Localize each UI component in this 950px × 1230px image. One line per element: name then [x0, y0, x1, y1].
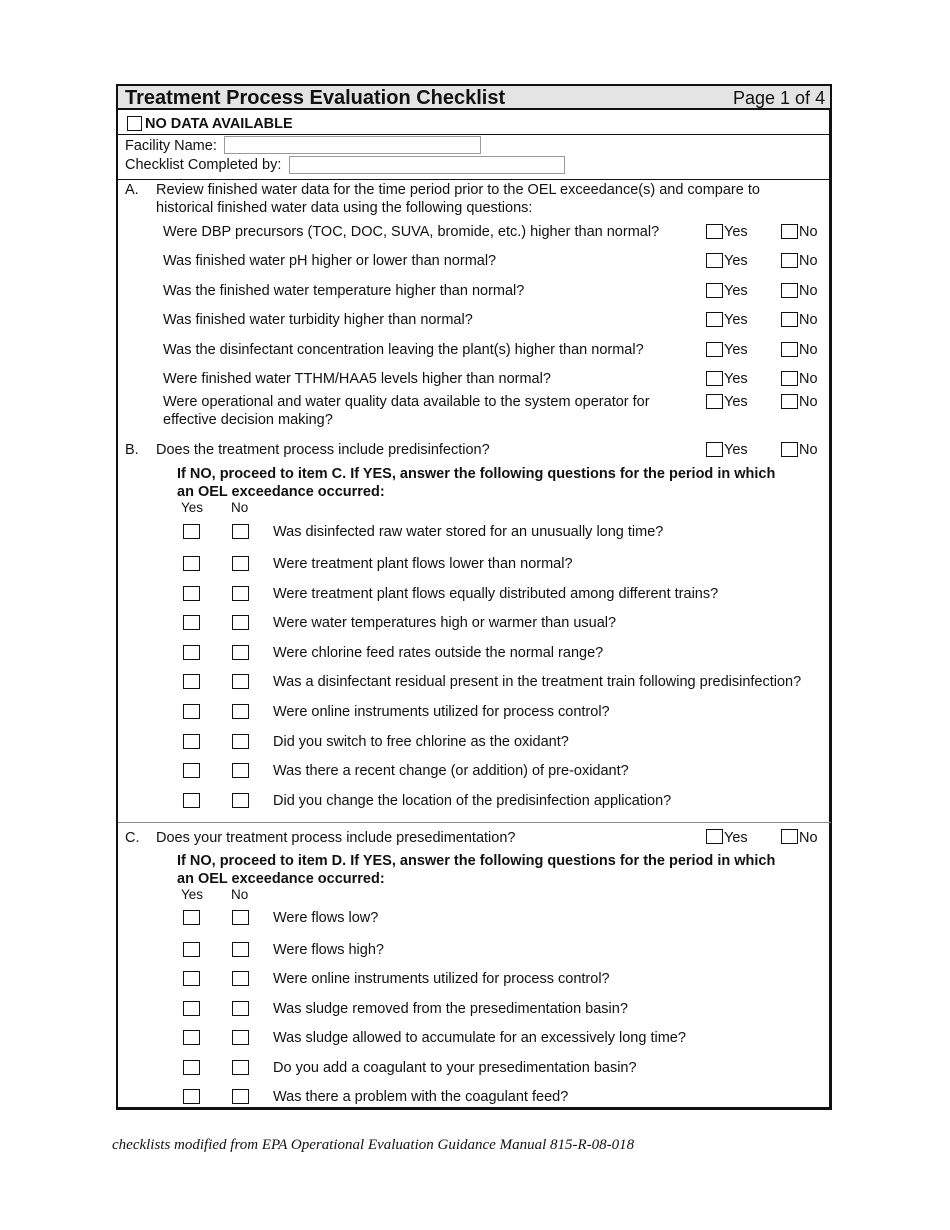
yes-checkbox[interactable]	[183, 704, 200, 719]
yes-checkbox[interactable]	[706, 342, 723, 357]
no-checkbox[interactable]	[232, 1030, 249, 1045]
yes-checkbox[interactable]	[706, 394, 723, 409]
completed-by-label: Checklist Completed by:	[125, 157, 282, 173]
divider	[118, 179, 831, 180]
section-c-letter: C.	[125, 830, 140, 846]
no-checkbox[interactable]	[232, 942, 249, 957]
question-text: Was the disinfectant concentration leaving the plant(s) higher than normal?	[163, 342, 644, 358]
no-checkbox[interactable]	[232, 793, 249, 808]
item-text: Did you change the location of the predisinfection application?	[273, 793, 672, 809]
no-checkbox[interactable]	[232, 1089, 249, 1104]
item-text: Were water temperatures high or warmer than usual?	[273, 615, 617, 631]
col-yes-header: Yes	[181, 500, 204, 515]
no-checkbox[interactable]	[781, 394, 798, 409]
no-checkbox[interactable]	[781, 283, 798, 298]
question-text: Were operational and water quality data available to the system operator for	[163, 394, 650, 410]
yes-label: Yes	[724, 371, 748, 387]
question-text: Were DBP precursors (TOC, DOC, SUVA, bromide, etc.) higher than normal?	[163, 224, 660, 240]
yes-checkbox[interactable]	[183, 645, 200, 660]
section-a-letter: A.	[125, 182, 139, 198]
yes-checkbox[interactable]	[183, 910, 200, 925]
completed-by-field[interactable]	[289, 156, 565, 174]
yes-checkbox[interactable]	[183, 1060, 200, 1075]
yes-label: Yes	[724, 442, 748, 458]
page-number: Page 1 of 4	[733, 88, 826, 108]
yes-checkbox[interactable]	[183, 556, 200, 571]
section-b-letter: B.	[125, 442, 139, 458]
yes-checkbox[interactable]	[706, 371, 723, 386]
yes-checkbox[interactable]	[183, 615, 200, 630]
yes-checkbox[interactable]	[183, 1030, 200, 1045]
no-data-label: NO DATA AVAILABLE	[145, 116, 293, 132]
item-text: Was sludge removed from the presedimentation basin?	[273, 1001, 628, 1017]
yes-label: Yes	[724, 224, 748, 240]
item-text: Were flows low?	[273, 910, 379, 926]
yes-label: Yes	[724, 394, 748, 410]
yes-checkbox[interactable]	[706, 224, 723, 239]
no-checkbox[interactable]	[232, 734, 249, 749]
no-label: No	[799, 224, 818, 240]
yes-checkbox[interactable]	[183, 1001, 200, 1016]
no-checkbox[interactable]	[781, 253, 798, 268]
section-b-yes-checkbox[interactable]	[706, 442, 723, 457]
no-label: No	[799, 442, 818, 458]
item-text: Do you add a coagulant to your presedimentation basin?	[273, 1060, 637, 1076]
section-b-no-checkbox[interactable]	[781, 442, 798, 457]
no-checkbox[interactable]	[232, 704, 249, 719]
item-text: Did you switch to free chlorine as the oxidant?	[273, 734, 569, 750]
no-label: No	[799, 253, 818, 269]
no-checkbox[interactable]	[232, 1001, 249, 1016]
yes-checkbox[interactable]	[183, 793, 200, 808]
yes-checkbox[interactable]	[706, 253, 723, 268]
no-checkbox[interactable]	[232, 645, 249, 660]
item-text: Were chlorine feed rates outside the normal range?	[273, 645, 604, 661]
col-no-header: No	[231, 500, 249, 515]
item-text: Was sludge allowed to accumulate for an excessively long time?	[273, 1030, 686, 1046]
no-checkbox[interactable]	[232, 910, 249, 925]
no-checkbox[interactable]	[232, 674, 249, 689]
yes-checkbox[interactable]	[183, 763, 200, 778]
no-checkbox[interactable]	[232, 556, 249, 571]
yes-label: Yes	[724, 312, 748, 328]
col-no-header: No	[231, 887, 249, 902]
yes-checkbox[interactable]	[183, 734, 200, 749]
no-checkbox[interactable]	[232, 971, 249, 986]
question-text: Was finished water pH higher or lower than normal?	[163, 253, 497, 269]
section-a-intro: historical finished water data using the following questions:	[156, 200, 533, 216]
yes-label: Yes	[724, 830, 748, 846]
item-text: Were flows high?	[273, 942, 384, 958]
footer-note: checklists modified from EPA Operational Evaluation Guidance Manual 815-R-08-018	[112, 1137, 635, 1153]
yes-checkbox[interactable]	[183, 1089, 200, 1104]
section-c-no-checkbox[interactable]	[781, 829, 798, 844]
yes-label: Yes	[724, 283, 748, 299]
facility-name-field[interactable]	[224, 136, 481, 154]
yes-checkbox[interactable]	[183, 524, 200, 539]
no-label: No	[799, 283, 818, 299]
no-label: No	[799, 342, 818, 358]
yes-checkbox[interactable]	[183, 674, 200, 689]
section-b-instruction: If NO, proceed to item C. If YES, answer the following questions for the period in which	[177, 466, 776, 482]
no-data-checkbox[interactable]	[127, 116, 142, 131]
yes-label: Yes	[724, 342, 748, 358]
no-label: No	[799, 312, 818, 328]
section-b-question: Does the treatment process include predisinfection?	[156, 442, 490, 458]
no-checkbox[interactable]	[232, 524, 249, 539]
no-label: No	[799, 394, 818, 410]
yes-label: Yes	[724, 253, 748, 269]
item-text: Was a disinfectant residual present in the treatment train following predisinfection?	[273, 674, 802, 690]
question-text: Was the finished water temperature higher than normal?	[163, 283, 525, 299]
item-text: Was there a recent change (or addition) of pre-oxidant?	[273, 763, 629, 779]
item-text: Were treatment plant flows lower than normal?	[273, 556, 573, 572]
no-checkbox[interactable]	[781, 312, 798, 327]
no-label: No	[799, 830, 818, 846]
question-text: Was finished water turbidity higher than normal?	[163, 312, 473, 328]
no-checkbox[interactable]	[781, 224, 798, 239]
section-c-instruction: If NO, proceed to item D. If YES, answer the following questions for the period in which	[177, 853, 776, 869]
no-checkbox[interactable]	[232, 1060, 249, 1075]
yes-checkbox[interactable]	[183, 971, 200, 986]
yes-checkbox[interactable]	[183, 586, 200, 601]
no-checkbox[interactable]	[232, 615, 249, 630]
item-text: Were online instruments utilized for process control?	[273, 971, 610, 987]
section-c-yes-checkbox[interactable]	[706, 829, 723, 844]
yes-checkbox[interactable]	[183, 942, 200, 957]
section-a-intro: Review finished water data for the time period prior to the OEL exceedance(s) and compare to	[156, 182, 760, 198]
item-text: Were online instruments utilized for process control?	[273, 704, 610, 720]
question-text: effective decision making?	[163, 412, 333, 428]
divider	[118, 822, 831, 823]
item-text: Were treatment plant flows equally distributed among different trains?	[273, 586, 719, 602]
page-title: Treatment Process Evaluation Checklist	[125, 87, 506, 109]
no-label: No	[799, 371, 818, 387]
section-c-instruction: an OEL exceedance occurred:	[177, 871, 385, 887]
no-checkbox[interactable]	[781, 371, 798, 386]
question-text: Were finished water TTHM/HAA5 levels higher than normal?	[163, 371, 551, 387]
col-yes-header: Yes	[181, 887, 204, 902]
facility-label: Facility Name:	[125, 138, 217, 154]
divider	[118, 134, 831, 135]
section-b-instruction: an OEL exceedance occurred:	[177, 484, 385, 500]
no-checkbox[interactable]	[232, 763, 249, 778]
no-checkbox[interactable]	[781, 342, 798, 357]
item-text: Was there a problem with the coagulant feed?	[273, 1089, 569, 1105]
item-text: Was disinfected raw water stored for an unusually long time?	[273, 524, 664, 540]
no-checkbox[interactable]	[232, 586, 249, 601]
yes-checkbox[interactable]	[706, 312, 723, 327]
yes-checkbox[interactable]	[706, 283, 723, 298]
section-c-question: Does your treatment process include presedimentation?	[156, 830, 516, 846]
